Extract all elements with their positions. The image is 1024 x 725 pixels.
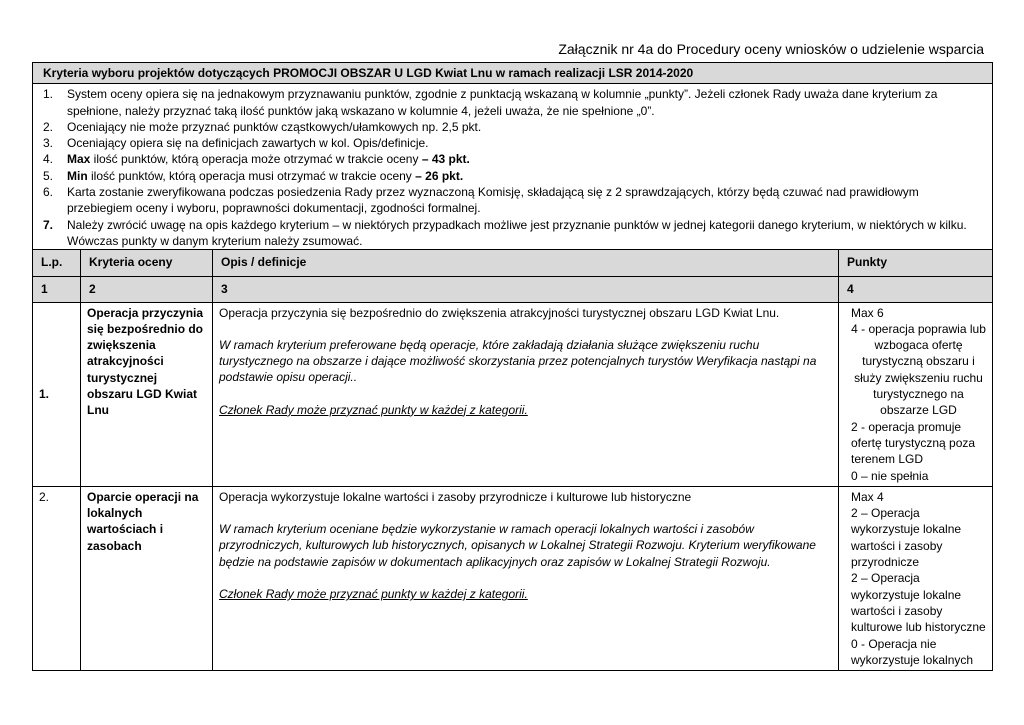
table-row	[33, 302, 993, 486]
column-number: 1	[33, 277, 81, 302]
rule-item: 1. System oceny opiera się na jednakowym przyznawaniu punktów, zgodnie z punktacją wskazaną w kolumnie „punkty”. Jeżeli członek Rady uważa dane kryterium za spełnione, należy przyznać taką ilość punktów jaką wskazano w kolumnie 4, jeżeli uważa, że nie spełnione „0”.	[43, 87, 938, 118]
row-lp: 2.	[33, 486, 81, 670]
rule-item: 4. Max ilość punktów, którą operacja może otrzymać w trakcie oceny – 43 pkt.	[43, 152, 470, 167]
column-header-row	[33, 250, 993, 277]
points-option: 2 – Operacja wykorzystuje lokalne wartości i zasoby kulturowe lub historyczne	[851, 571, 986, 635]
column-header-points: Punkty	[839, 250, 993, 277]
rule-item: 3. Oceniający opiera się na definicjach zawartych w kol. Opis/definicje.	[43, 136, 429, 151]
column-number: 3	[213, 277, 839, 302]
column-header-description: Opis / definicje	[213, 250, 839, 277]
table-title: Kryteria wyboru projektów dotyczących PROMOCJI OBSZAR U LGD Kwiat Lnu w ramach realizacji LSR 2014-2020	[33, 63, 993, 84]
table-row	[33, 486, 993, 670]
rule-item: 2. Oceniający nie może przyznać punktów cząstkowych/ułamkowych np. 2,5 pkt.	[43, 119, 482, 134]
rules-row	[33, 84, 993, 250]
criteria-table	[32, 62, 993, 671]
row-criterion: Operacja przyczynia się bezpośrednio do zwiększenia atrakcyjności turystycznej obszaru LGD Kwiat Lnu	[81, 302, 213, 486]
rule-item: 7. Należy zwrócić uwagę na opis każdego kryterium – w niektórych przypadkach możliwe jest przyznanie punktów w jednej kategorii danego kryterium, w niektórych w kilku. Wówczas punkty w danym kryterium należy zsumować.	[43, 217, 967, 248]
row-lp: 1.	[33, 302, 81, 486]
points-option: 2 – Operacja wykorzystuje lokalne wartości i zasoby przyrodnicze	[851, 506, 962, 570]
column-header-criteria: Kryteria oceny	[81, 250, 213, 277]
description-main: Operacja wykorzystuje lokalne wartości i zasoby przyrodnicze i kulturowe lub historyczne	[219, 489, 692, 504]
points-option: 0 - Operacja nie wykorzystuje lokalnych	[851, 636, 974, 667]
row-description	[213, 486, 839, 670]
column-number: 2	[81, 277, 213, 302]
description-main: Operacja przyczynia się bezpośrednio do zwiększenia atrakcyjności turystycznej obszaru LGD Kwiat Lnu.	[219, 305, 780, 320]
rule-item: 5. Min ilość punktów, którą operacja musi otrzymać w trakcie oceny – 26 pkt.	[43, 168, 464, 183]
row-criterion: Oparcie operacji na lokalnych wartościach i zasobach	[81, 486, 213, 670]
description-detail: W ramach kryterium preferowane będą operacje, które zakładają działania służące zwiększeniu ruchu turystycznego na obszarze i dające możliwość skorzystania przez potencjalnych turystów Weryfikacja nastąpi na podstawie opisu operacji..	[219, 337, 817, 385]
points-max: Max 4	[851, 489, 884, 504]
description-note: Członek Rady może przyznać punkty w każdej z kategorii.	[219, 402, 528, 417]
rule-item: 6. Karta zostanie zweryfikowana podczas posiedzenia Rady przez wyznaczoną Komisję, składającą się z 2 sprawdzających, którzy będą czuwać nad prawidłowym przebiegiem oceny i wyboru, poprawności dokumentacji, zgodności formalnej.	[43, 185, 919, 216]
points-max: Max 6	[851, 305, 884, 320]
row-points	[839, 486, 993, 670]
rules-list	[43, 86, 982, 249]
rules-cell	[33, 84, 993, 250]
max-points: – 43 pkt.	[421, 152, 470, 167]
column-number-row	[33, 277, 993, 302]
points-option: 0 – nie spełnia	[851, 468, 929, 483]
min-points: – 26 pkt.	[415, 168, 464, 183]
description-note: Członek Rady może przyznać punkty w każdej z kategorii.	[219, 587, 528, 602]
row-description	[213, 302, 839, 486]
column-number: 4	[839, 277, 993, 302]
points-option: 4 - operacja poprawia lub wzbogaca ofertę turystyczną obszaru i służy zwiększeniu ruchu turystycznego na obszarze LGD	[851, 321, 986, 418]
table-title-row	[33, 63, 993, 84]
column-header-lp: L.p.	[33, 250, 81, 277]
row-points	[839, 302, 993, 486]
points-option: 2 - operacja promuje ofertę turystyczną poza terenem LGD	[851, 419, 976, 467]
attachment-header: Załącznik nr 4a do Procedury oceny wniosków o udzielenie wsparcia	[558, 41, 984, 57]
description-detail: W ramach kryterium oceniane będzie wykorzystanie w ramach operacji lokalnych wartości i zasobów przyrodniczych, kulturowych lub historycznych, opisanych w Lokalnej Strategii Rozwoju. Kryterium weryfikowane będzie na podstawie zapisów w dokumentach aplikacyjnych oraz zapisów w Lokalnej Strategii Rozwoju.	[219, 522, 816, 569]
